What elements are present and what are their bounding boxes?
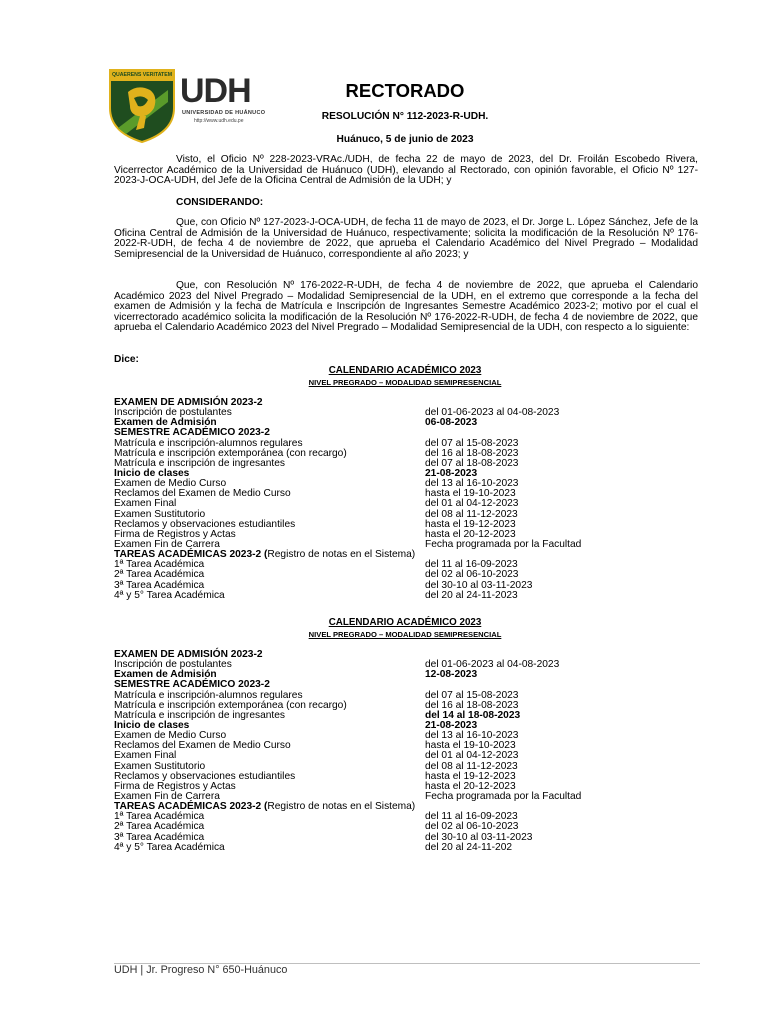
schedule-row-label: Examen Final bbox=[114, 750, 177, 762]
schedule-row-label: Inscripción de postulantes bbox=[114, 407, 232, 419]
schedule-row-value: del 16 al 18-08-2023 bbox=[425, 447, 519, 459]
calendar-2-schedule bbox=[114, 650, 714, 853]
schedule-row-label-bold: TAREAS ACADÉMICAS 2023-2 ( bbox=[114, 549, 268, 561]
schedule-row-label: Examen Final bbox=[114, 498, 177, 510]
calendar-2-subtitle: NIVEL PREGRADO – MODALIDAD SEMIPRESENCIAL bbox=[308, 630, 502, 639]
schedule-row bbox=[114, 711, 714, 721]
schedule-row bbox=[114, 843, 714, 853]
schedule-row-label: Examen de Admisión bbox=[114, 669, 217, 681]
schedule-row-label: Matrícula e inscripción de ingresantes bbox=[114, 457, 286, 469]
schedule-row-value: hasta el 20-12-2023 bbox=[425, 780, 516, 792]
schedule-row-label: 3ª Tarea Académica bbox=[114, 579, 205, 591]
schedule-row-value: del 30-10 al 03-11-2023 bbox=[425, 831, 533, 843]
schedule-row-value: del 20 al 24-11-2023 bbox=[425, 589, 518, 601]
calendar-1-title: CALENDARIO ACADÉMICO 2023 bbox=[328, 365, 482, 376]
schedule-row-label: 4ª y 5° Tarea Académica bbox=[114, 589, 225, 601]
schedule-row-label: Reclamos y observaciones estudiantiles bbox=[114, 518, 296, 530]
schedule-row-label: Firma de Registros y Actas bbox=[114, 528, 236, 540]
schedule-row-label: Examen de Medio Curso bbox=[114, 730, 227, 742]
schedule-row-value: del 07 al 15-08-2023 bbox=[425, 689, 519, 701]
schedule-row-value: del 01 al 04-12-2023 bbox=[425, 750, 519, 762]
schedule-row-label: Inicio de clases bbox=[114, 467, 190, 479]
schedule-row-value: del 01-06-2023 al 04-08-2023 bbox=[425, 407, 560, 419]
schedule-row-value: del 16 al 18-08-2023 bbox=[425, 699, 519, 711]
schedule-row-label: 2ª Tarea Académica bbox=[114, 821, 205, 833]
schedule-row-label: Firma de Registros y Actas bbox=[114, 780, 236, 792]
schedule-row-value: hasta el 19-10-2023 bbox=[425, 740, 516, 752]
schedule-row-value: hasta el 20-12-2023 bbox=[425, 528, 516, 540]
schedule-row-value: del 02 al 06-10-2023 bbox=[425, 821, 519, 833]
schedule-row-value: hasta el 19-10-2023 bbox=[425, 488, 516, 500]
dice-label: Dice: bbox=[114, 354, 139, 365]
calendar-1-schedule bbox=[114, 398, 714, 601]
schedule-row-label: Examen Sustitutorio bbox=[114, 508, 206, 520]
schedule-row-label: Reclamos del Examen de Medio Curso bbox=[114, 740, 291, 752]
schedule-row-value: 21-08-2023 bbox=[425, 467, 478, 479]
schedule-row-label: EXAMEN DE ADMISIÓN 2023-2 bbox=[114, 397, 263, 408]
schedule-row bbox=[114, 560, 714, 570]
schedule-row-label-normal: Registro de notas en el Sistema) bbox=[267, 801, 416, 813]
schedule-row-value: del 01-06-2023 al 04-08-2023 bbox=[425, 659, 560, 671]
schedule-row-value: del 02 al 06-10-2023 bbox=[425, 569, 519, 581]
schedule-row-label: Examen de Admisión bbox=[114, 417, 217, 429]
footer-address: UDH | Jr. Progreso N° 650-Huánuco bbox=[114, 964, 288, 976]
schedule-row-value: del 14 al 18-08-2023 bbox=[425, 709, 521, 721]
schedule-row-label: 3ª Tarea Académica bbox=[114, 831, 205, 843]
schedule-row-label: 4ª y 5° Tarea Académica bbox=[114, 841, 225, 853]
schedule-row bbox=[114, 802, 714, 812]
schedule-row-label: Examen Sustitutorio bbox=[114, 760, 206, 772]
schedule-row-label: Reclamos del Examen de Medio Curso bbox=[114, 488, 291, 500]
schedule-row-label: EXAMEN DE ADMISIÓN 2023-2 bbox=[114, 649, 263, 660]
schedule-row-value: del 20 al 24-11-202 bbox=[425, 841, 513, 853]
schedule-row-value: 06-08-2023 bbox=[425, 417, 478, 429]
resolution-number: RESOLUCIÓN N° 112-2023-R-UDH. bbox=[321, 111, 489, 122]
schedule-row-value: del 11 al 16-09-2023 bbox=[425, 559, 518, 571]
schedule-row bbox=[114, 822, 714, 832]
schedule-row-value: 12-08-2023 bbox=[425, 669, 478, 681]
schedule-row bbox=[114, 550, 714, 560]
schedule-row bbox=[114, 812, 714, 822]
schedule-row-label: SEMESTRE ACADÉMICO 2023-2 bbox=[114, 427, 270, 439]
paragraph-considerando-2: Que, con Resolución Nº 176-2022-R-UDH, de fecha 4 de noviembre de 2022, que aprueba el Calendario Académico 2023 del Nivel Pregrado – Modalidad Semipresencial de la UDH, en el extremo que corresponde a la fecha del examen de Admisión y la fecha de Matrícula e Inscripción de Ingresantes Semestre Académico 2023-2; motivo por el cual el vicerrectorado académico solicita la modificación de la Resolución Nº 176-2022-R-UDH, de fecha 4 de noviembre de 2022, que aprueba el Calendario Académico 2023 del Nivel Pregrado – Modalidad Semipresencial de la UDH, con respecto a lo siguiente: bbox=[114, 280, 698, 334]
schedule-row bbox=[114, 459, 714, 469]
schedule-row-value: del 07 al 15-08-2023 bbox=[425, 437, 519, 449]
schedule-row-label: Matrícula e inscripción extemporánea (con recargo) bbox=[114, 447, 347, 459]
schedule-row-value: del 13 al 16-10-2023 bbox=[425, 478, 519, 490]
schedule-row-value: del 11 al 16-09-2023 bbox=[425, 811, 518, 823]
schedule-row-label: Inscripción de postulantes bbox=[114, 659, 232, 671]
calendar-1-subtitle: NIVEL PREGRADO – MODALIDAD SEMIPRESENCIAL bbox=[308, 378, 502, 387]
schedule-row-label: 2ª Tarea Académica bbox=[114, 569, 205, 581]
schedule-row bbox=[114, 570, 714, 580]
logo-subtitle: UNIVERSIDAD DE HUÁNUCO bbox=[182, 110, 266, 116]
calendar-2-title: CALENDARIO ACADÉMICO 2023 bbox=[328, 617, 482, 628]
schedule-row bbox=[114, 591, 714, 601]
schedule-row-label-bold: TAREAS ACADÉMICAS 2023-2 ( bbox=[114, 801, 268, 813]
schedule-row-label: Matrícula e inscripción-alumnos regulares bbox=[114, 437, 303, 449]
page-title: RECTORADO bbox=[345, 80, 465, 101]
schedule-row-value: hasta el 19-12-2023 bbox=[425, 518, 516, 530]
schedule-row-value: del 08 al 11-12-2023 bbox=[425, 760, 518, 772]
schedule-row-label: SEMESTRE ACADÉMICO 2023-2 bbox=[114, 679, 270, 691]
schedule-row-value: del 07 al 18-08-2023 bbox=[425, 457, 519, 469]
logo-url: http://www.udh.edu.pe bbox=[194, 118, 244, 124]
schedule-row-value: 21-08-2023 bbox=[425, 719, 478, 731]
logo-wordmark: UDH bbox=[180, 72, 251, 110]
logo-banner-text: QUAERENS VERITATEM bbox=[111, 72, 173, 78]
schedule-row-label: Inicio de clases bbox=[114, 719, 190, 731]
place-date: Huánuco, 5 de junio de 2023 bbox=[336, 134, 474, 145]
schedule-row-label: Matrícula e inscripción-alumnos regulares bbox=[114, 689, 303, 701]
schedule-row-label: Matrícula e inscripción de ingresantes bbox=[114, 709, 286, 721]
schedule-row-value: Fecha programada por la Facultad bbox=[425, 538, 582, 550]
schedule-row-label: Examen de Medio Curso bbox=[114, 478, 227, 490]
schedule-row-value: del 13 al 16-10-2023 bbox=[425, 730, 519, 742]
schedule-row-label: Reclamos y observaciones estudiantiles bbox=[114, 770, 296, 782]
paragraph-visto: Visto, el Oficio Nº 228-2023-VRAc./UDH, de fecha 22 de mayo de 2023, del Dr. Froilán Escobedo Rivera, Vicerrector Académico de la Universidad de Huánuco (UDH), elevando al Rectorado, con opinión favorable, el Oficio Nº 127-2023-J-OCA-UDH, del Jefe de la Oficina Central de Admisión de la UDH; y bbox=[114, 154, 698, 187]
schedule-row-label: Matrícula e inscripción extemporánea (con recargo) bbox=[114, 699, 347, 711]
schedule-row-label: 1ª Tarea Académica bbox=[114, 559, 205, 571]
schedule-row-value: del 01 al 04-12-2023 bbox=[425, 498, 519, 510]
schedule-row-label: 1ª Tarea Académica bbox=[114, 811, 205, 823]
considerando-heading: CONSIDERANDO: bbox=[176, 197, 264, 208]
schedule-row-value: hasta el 19-12-2023 bbox=[425, 770, 516, 782]
schedule-row-value: del 08 al 11-12-2023 bbox=[425, 508, 518, 520]
schedule-row-value: del 30-10 al 03-11-2023 bbox=[425, 579, 533, 591]
schedule-row-label: Examen Fin de Carrera bbox=[114, 538, 220, 550]
schedule-row bbox=[114, 489, 714, 499]
schedule-row-label-normal: Registro de notas en el Sistema) bbox=[267, 549, 416, 561]
schedule-row-value: Fecha programada por la Facultad bbox=[425, 790, 582, 802]
schedule-row-label: Examen Fin de Carrera bbox=[114, 790, 220, 802]
paragraph-considerando-1: Que, con Oficio Nº 127-2023-J-OCA-UDH, de fecha 11 de mayo de 2023, el Dr. Jorge L. López Sánchez, Jefe de la Oficina Central de Admisión de la Universidad de Huánuco, respectivamente; solicita la modificación de la Resolución Nº 176-2022-R-UDH, de fecha 4 de noviembre de 2022, que aprueba el Calendario Académico del Nivel Pregrado – Modalidad Semipresencial de la Universidad de Huánuco, correspondiente al año 2023; y bbox=[114, 217, 698, 260]
schedule-row bbox=[114, 741, 714, 751]
